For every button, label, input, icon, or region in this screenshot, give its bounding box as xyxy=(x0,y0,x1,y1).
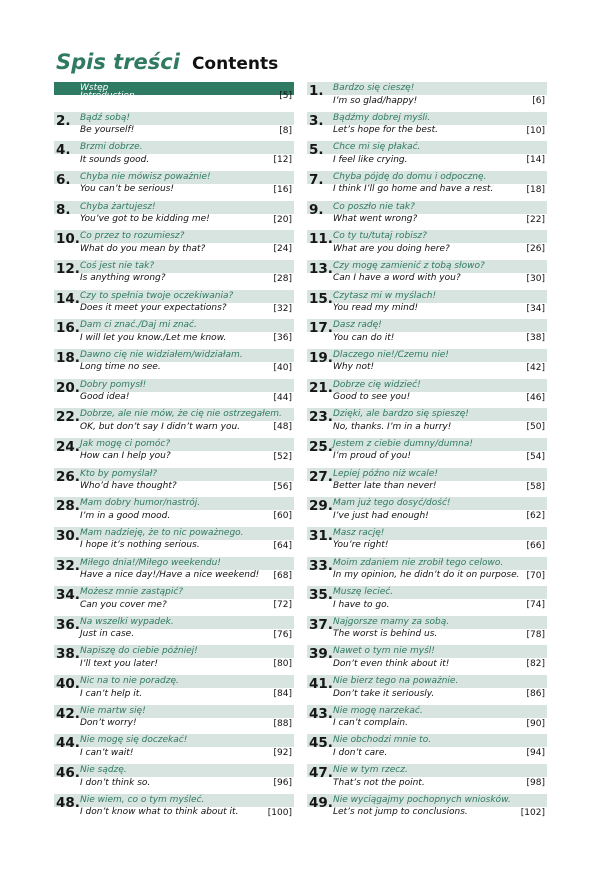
entry-phrase-english: The worst is behind us. xyxy=(333,629,438,640)
toc-entry[interactable] xyxy=(307,349,547,375)
entry-page-number: [12] xyxy=(273,155,292,166)
entry-phrase-polish: Mam dobry humor/nastrój. xyxy=(80,498,201,509)
entry-phrase-english: Just in case. xyxy=(80,629,135,640)
title-english: Contents xyxy=(191,54,279,74)
entry-number: 2. xyxy=(56,112,71,129)
entry-page-number: [28] xyxy=(273,273,292,284)
entry-phrase-english: Don’t take it seriously. xyxy=(333,688,435,699)
entry-page-number: [52] xyxy=(273,451,292,462)
entry-phrase-polish: Muszę lecieć. xyxy=(333,587,394,598)
entry-page-number: [32] xyxy=(273,303,292,314)
toc-entry[interactable] xyxy=(54,230,294,256)
toc-entry[interactable] xyxy=(54,616,294,642)
toc-entry[interactable] xyxy=(54,764,294,790)
entry-phrase-english: I can’t complain. xyxy=(333,718,408,729)
entry-phrase-english: I think I’ll go home and have a rest. xyxy=(333,184,494,195)
entry-phrase-english: I don’t know what to think about it. xyxy=(80,807,239,818)
entry-number: 48. xyxy=(56,794,80,811)
entry-number: 27. xyxy=(309,468,333,485)
entry-phrase-polish: Najgorsze mamy za sobą. xyxy=(333,616,450,627)
entry-number: 13. xyxy=(309,260,333,277)
entry-phrase-english: I hope it’s nothing serious. xyxy=(80,540,200,551)
entry-phrase-polish: Czy mogę zamienić z tobą słowo? xyxy=(333,260,485,271)
entry-phrase-polish: Jestem z ciebie dumny/dumna! xyxy=(333,438,474,449)
entry-page-number: [60] xyxy=(273,511,292,522)
entry-number: 24. xyxy=(56,438,80,455)
entry-phrase-polish: Dam ci znać./Daj mi znać. xyxy=(80,320,197,331)
entry-number: 18. xyxy=(56,349,80,366)
entry-phrase-english: What went wrong? xyxy=(333,214,418,225)
entry-number: 43. xyxy=(309,705,333,722)
toc-entry[interactable] xyxy=(307,675,547,701)
toc-entry[interactable] xyxy=(307,586,547,612)
entry-number: 36. xyxy=(56,616,80,633)
entry-number: 22. xyxy=(56,409,80,426)
entry-phrase-english: What do you mean by that? xyxy=(80,243,206,254)
entry-phrase-english: Introduction xyxy=(80,91,135,101)
entry-number: 35. xyxy=(309,587,333,604)
entry-number: 42. xyxy=(56,705,80,722)
entry-phrase-polish: Nie obchodzi mnie to. xyxy=(333,735,432,746)
entry-number: 26. xyxy=(56,468,80,485)
entry-phrase-english: That’s not the point. xyxy=(333,777,425,788)
entry-phrase-polish: Na wszelki wypadek. xyxy=(80,616,174,627)
entry-phrase-english: OK, but don’t say I didn’t warn you. xyxy=(80,421,241,432)
entry-phrase-english: I don’t think so. xyxy=(80,777,151,788)
entry-page-number: [80] xyxy=(273,659,292,670)
toc-entry[interactable] xyxy=(307,705,547,731)
toc-entry[interactable] xyxy=(307,616,547,642)
entry-number: 23. xyxy=(309,409,333,426)
entry-phrase-polish: Chce mi się płakać. xyxy=(333,142,421,153)
entry-phrase-english: What are you doing here? xyxy=(333,243,450,254)
entry-phrase-english: I’m so glad/happy! xyxy=(333,95,418,106)
entry-page-number: [82] xyxy=(526,659,545,670)
entry-phrase-polish: Dobry pomysł! xyxy=(80,379,147,390)
entry-phrase-polish: Dobrze, ale nie mów, że cię nie ostrzegałem. xyxy=(80,409,282,420)
entry-number: 14. xyxy=(56,290,80,307)
entry-phrase-english: In my opinion, he didn’t do it on purpose. xyxy=(333,570,520,580)
entry-number: 17. xyxy=(309,320,333,337)
title-polish: Spis treści xyxy=(56,50,180,74)
entry-number: 40. xyxy=(56,676,80,693)
toc-entry[interactable] xyxy=(307,764,547,790)
entry-number: 10. xyxy=(56,231,80,248)
entry-phrase-polish: Dlaczego nie!/Czemu nie! xyxy=(333,349,449,360)
contents-column-left xyxy=(54,82,294,823)
entry-number: 32. xyxy=(56,557,80,574)
entry-page-number: [26] xyxy=(526,244,545,255)
entry-phrase-polish: Co ty tu/tutaj robisz? xyxy=(333,231,427,242)
entry-phrase-polish: Moim zdaniem nie zrobił tego celowo. xyxy=(333,557,504,568)
entry-phrase-polish: Mam już tego dosyć/dość! xyxy=(333,498,451,509)
entry-phrase-polish: Nic na to nie poradzę. xyxy=(80,676,179,687)
entry-number: 46. xyxy=(56,765,80,782)
entry-page-number: [5] xyxy=(279,91,292,101)
entry-page-number: [90] xyxy=(526,718,545,729)
entry-page-number: [92] xyxy=(273,748,292,759)
toc-entry[interactable] xyxy=(307,408,547,434)
entry-phrase-english: I can’t help it. xyxy=(80,688,143,699)
entry-page-number: [102] xyxy=(520,807,545,818)
entry-phrase-english: How can I help you? xyxy=(80,451,171,462)
toc-entry[interactable] xyxy=(54,260,294,286)
entry-page-number: [50] xyxy=(526,422,545,433)
toc-entry[interactable] xyxy=(54,379,294,405)
entry-phrase-polish: Masz rację! xyxy=(333,527,385,538)
toc-entry[interactable] xyxy=(54,141,294,167)
entry-page-number: [22] xyxy=(526,214,545,225)
entry-page-number: [34] xyxy=(526,303,545,314)
entry-number: 8. xyxy=(56,201,71,218)
toc-entry[interactable] xyxy=(307,557,547,583)
entry-number: 45. xyxy=(309,735,333,752)
entry-phrase-polish: Coś jest nie tak? xyxy=(80,260,155,271)
entry-phrase-polish: Bardzo się cieszę! xyxy=(333,83,415,93)
toc-entry[interactable] xyxy=(307,112,547,138)
entry-phrase-polish: Co przez to rozumiesz? xyxy=(80,231,185,242)
entry-page-number: [94] xyxy=(526,748,545,759)
entry-phrase-english: Can I have a word with you? xyxy=(333,273,461,284)
entry-phrase-english: I’m in a good mood. xyxy=(80,510,171,521)
entry-page-number: [96] xyxy=(273,778,292,789)
entry-number: 12. xyxy=(56,260,80,277)
entry-phrase-english: I can’t wait! xyxy=(80,747,134,758)
entry-number: 15. xyxy=(309,290,333,307)
toc-entry[interactable] xyxy=(54,82,294,108)
toc-entry[interactable] xyxy=(54,794,294,820)
entry-phrase-polish: Chyba nie mówisz poważnie! xyxy=(80,171,211,182)
entry-page-number: [64] xyxy=(273,540,292,551)
entry-phrase-english: Don’t worry! xyxy=(80,718,137,729)
entry-phrase-polish: Wstęp xyxy=(80,83,109,93)
entry-phrase-polish: Lepiej późno niż wcale! xyxy=(333,468,438,479)
entry-phrase-polish: Czy to spełnia twoje oczekiwania? xyxy=(80,290,234,301)
entry-phrase-english: You’ve got to be kidding me! xyxy=(80,214,210,225)
entry-page-number: [88] xyxy=(273,718,292,729)
entry-number: 7. xyxy=(309,171,324,188)
entry-phrase-english: Good idea! xyxy=(80,392,130,403)
entry-page-number: [14] xyxy=(526,155,545,166)
entry-number: 47. xyxy=(309,765,333,782)
entry-page-number: [42] xyxy=(526,362,545,373)
toc-entry[interactable] xyxy=(307,171,547,197)
entry-phrase-polish: Nie sądzę. xyxy=(80,765,127,776)
toc-entry[interactable] xyxy=(307,645,547,671)
entry-phrase-polish: Nie wiem, co o tym myśleć. xyxy=(80,794,205,805)
toc-entry[interactable] xyxy=(307,201,547,227)
entry-phrase-polish: Nie bierz tego na poważnie. xyxy=(333,676,459,687)
entry-phrase-polish: Napiszę do ciebie później! xyxy=(80,646,198,657)
entry-number: 3. xyxy=(309,112,324,129)
toc-entry[interactable] xyxy=(307,141,547,167)
entry-number: 1. xyxy=(309,83,324,99)
entry-number: 9. xyxy=(309,201,324,218)
entry-phrase-polish: Bądź sobą! xyxy=(80,112,131,123)
entry-page-number: [46] xyxy=(526,392,545,403)
toc-entry[interactable] xyxy=(54,586,294,612)
entry-phrase-english: Better late than never! xyxy=(333,481,437,492)
entry-page-number: [18] xyxy=(526,184,545,195)
entry-phrase-polish: Jak mogę ci pomóc? xyxy=(80,438,171,449)
entry-page-number: [24] xyxy=(273,244,292,255)
entry-phrase-polish: Miłego dnia!/Miłego weekendu! xyxy=(80,557,221,568)
toc-entry[interactable] xyxy=(307,468,547,494)
toc-entry[interactable] xyxy=(307,260,547,286)
toc-entry[interactable] xyxy=(54,557,294,583)
entry-phrase-english: I feel like crying. xyxy=(333,154,408,165)
entry-phrase-english: Have a nice day!/Have a nice weekend! xyxy=(80,570,260,580)
entry-page-number: [58] xyxy=(526,481,545,492)
entry-phrase-english: Good to see you! xyxy=(333,392,411,403)
entry-phrase-english: Why not! xyxy=(333,362,375,373)
entry-phrase-polish: Nie w tym rzecz. xyxy=(333,765,408,776)
entry-page-number: [62] xyxy=(526,511,545,522)
entry-phrase-english: Let’s hope for the best. xyxy=(333,125,439,136)
entry-number: 41. xyxy=(309,676,333,693)
entry-number: 33. xyxy=(309,557,333,574)
toc-entry[interactable] xyxy=(54,705,294,731)
contents-column-right xyxy=(307,82,547,823)
entry-phrase-english: You’re right! xyxy=(333,540,389,551)
entry-number: 38. xyxy=(56,646,80,663)
entry-page-number: [74] xyxy=(526,600,545,611)
entry-number: 44. xyxy=(56,735,80,752)
toc-entry[interactable] xyxy=(307,527,547,553)
toc-entry[interactable] xyxy=(307,497,547,523)
page-title xyxy=(56,50,278,74)
entry-phrase-polish: Nie martw się! xyxy=(80,705,146,716)
entry-page-number: [56] xyxy=(273,481,292,492)
entry-number: 39. xyxy=(309,646,333,663)
toc-entry[interactable] xyxy=(54,527,294,553)
entry-phrase-english: Who’d have thought? xyxy=(80,481,177,492)
toc-entry[interactable] xyxy=(307,230,547,256)
entry-phrase-english: You can’t be serious! xyxy=(80,184,175,195)
entry-page-number: [6] xyxy=(532,96,545,106)
entry-number: 5. xyxy=(309,142,324,159)
entry-phrase-polish: Dasz radę! xyxy=(333,320,382,331)
toc-entry[interactable] xyxy=(54,290,294,316)
entry-page-number: [40] xyxy=(273,362,292,373)
toc-entry[interactable] xyxy=(54,201,294,227)
entry-phrase-polish: Dobrze cię widzieć! xyxy=(333,379,421,390)
toc-entry[interactable] xyxy=(307,734,547,760)
entry-page-number: [36] xyxy=(273,333,292,344)
entry-page-number: [44] xyxy=(273,392,292,403)
toc-entry[interactable] xyxy=(307,438,547,464)
entry-phrase-english: Can you cover me? xyxy=(80,599,167,610)
entry-number: 34. xyxy=(56,587,80,604)
entry-page-number: [68] xyxy=(273,570,292,581)
entry-phrase-english: I have to go. xyxy=(333,599,390,610)
entry-phrase-english: Let’s not jump to conclusions. xyxy=(333,807,468,818)
entry-number: 19. xyxy=(309,349,333,366)
entry-phrase-english: I’m proud of you! xyxy=(333,451,412,462)
toc-entry[interactable] xyxy=(54,349,294,375)
entry-number: 6. xyxy=(56,171,71,188)
toc-entry[interactable] xyxy=(54,468,294,494)
entry-page-number: [70] xyxy=(526,570,545,581)
toc-entry[interactable] xyxy=(307,379,547,405)
toc-entry[interactable] xyxy=(54,319,294,345)
entry-phrase-polish: Chyba żartujesz! xyxy=(80,201,156,212)
entry-page-number: [66] xyxy=(526,540,545,551)
entry-phrase-polish: Nie mogę się doczekać! xyxy=(80,735,188,746)
entry-number: 25. xyxy=(309,438,333,455)
entry-phrase-polish: Brzmi dobrze. xyxy=(80,142,143,153)
entry-number: 21. xyxy=(309,379,333,396)
entry-number: 16. xyxy=(56,320,80,337)
entry-page-number: [54] xyxy=(526,451,545,462)
entry-phrase-polish: Czytasz mi w myślach! xyxy=(333,290,437,301)
entry-phrase-polish: Co poszło nie tak? xyxy=(333,201,415,212)
entry-page-number: [8] xyxy=(279,125,292,136)
entry-phrase-polish: Kto by pomyślał? xyxy=(80,468,158,479)
entry-phrase-polish: Mam nadzieję, że to nic poważnego. xyxy=(80,527,244,538)
entry-number: 28. xyxy=(56,498,80,515)
toc-entry[interactable] xyxy=(54,734,294,760)
toc-entry[interactable] xyxy=(54,497,294,523)
entry-page-number: [10] xyxy=(526,125,545,136)
toc-entry[interactable] xyxy=(307,82,547,108)
entry-page-number: [76] xyxy=(273,629,292,640)
entry-phrase-english: No, thanks. I’m in a hurry! xyxy=(333,421,452,432)
entry-page-number: [78] xyxy=(526,629,545,640)
entry-page-number: [86] xyxy=(526,689,545,700)
entry-phrase-english: Don’t even think about it! xyxy=(333,658,450,669)
entry-phrase-english: You can do it! xyxy=(333,332,395,343)
entry-number: 37. xyxy=(309,616,333,633)
toc-entry[interactable] xyxy=(307,319,547,345)
entry-phrase-polish: Dzięki, ale bardzo się spieszę! xyxy=(333,409,469,420)
entry-phrase-english: Be yourself! xyxy=(80,125,135,136)
toc-entry[interactable] xyxy=(307,794,547,820)
entry-page-number: [100] xyxy=(267,807,292,818)
entry-phrase-english: It sounds good. xyxy=(80,154,150,165)
entry-number: 31. xyxy=(309,527,333,544)
toc-entry[interactable] xyxy=(54,112,294,138)
entry-page-number: [48] xyxy=(273,422,292,433)
entry-phrase-english: I don’t care. xyxy=(333,747,388,758)
entry-phrase-english: I’ll text you later! xyxy=(80,658,158,669)
entry-page-number: [30] xyxy=(526,273,545,284)
entry-page-number: [84] xyxy=(273,689,292,700)
entry-phrase-polish: Dawno cię nie widziałem/widziałam. xyxy=(80,349,243,360)
toc-entry[interactable] xyxy=(307,290,547,316)
toc-entry[interactable] xyxy=(54,171,294,197)
entry-phrase-english: Long time no see. xyxy=(80,362,161,373)
entry-number: 29. xyxy=(309,498,333,515)
entry-page-number: [16] xyxy=(273,184,292,195)
entry-phrase-polish: Nie wyciągajmy pochopnych wniosków. xyxy=(333,794,511,805)
entry-page-number: [20] xyxy=(273,214,292,225)
entry-phrase-polish: Chyba pójdę do domu i odpocznę. xyxy=(333,171,487,182)
toc-entry[interactable] xyxy=(54,408,294,434)
entry-phrase-english: I will let you know./Let me know. xyxy=(80,332,227,343)
entry-phrase-polish: Nie mogę narzekać. xyxy=(333,705,423,716)
entry-page-number: [72] xyxy=(273,600,292,611)
entry-phrase-english: Does it meet your expectations? xyxy=(80,303,227,314)
entry-number: 49. xyxy=(309,794,333,811)
entry-phrase-polish: Nawet o tym nie myśl! xyxy=(333,646,435,657)
entry-number: 4. xyxy=(56,142,71,159)
entry-page-number: [38] xyxy=(526,333,545,344)
entry-phrase-english: Is anything wrong? xyxy=(80,273,166,284)
entry-page-number: [98] xyxy=(526,778,545,789)
entry-number: 20. xyxy=(56,379,80,396)
toc-entry[interactable] xyxy=(54,675,294,701)
entry-phrase-polish: Bądźmy dobrej myśli. xyxy=(333,112,431,123)
entry-phrase-english: I’ve just had enough! xyxy=(333,510,429,521)
toc-entry[interactable] xyxy=(54,438,294,464)
entry-phrase-english: You read my mind! xyxy=(333,303,419,314)
entry-number: 11. xyxy=(309,231,333,248)
entry-number: 30. xyxy=(56,527,80,544)
toc-entry[interactable] xyxy=(54,645,294,671)
entry-phrase-polish: Możesz mnie zastąpić? xyxy=(80,587,184,598)
